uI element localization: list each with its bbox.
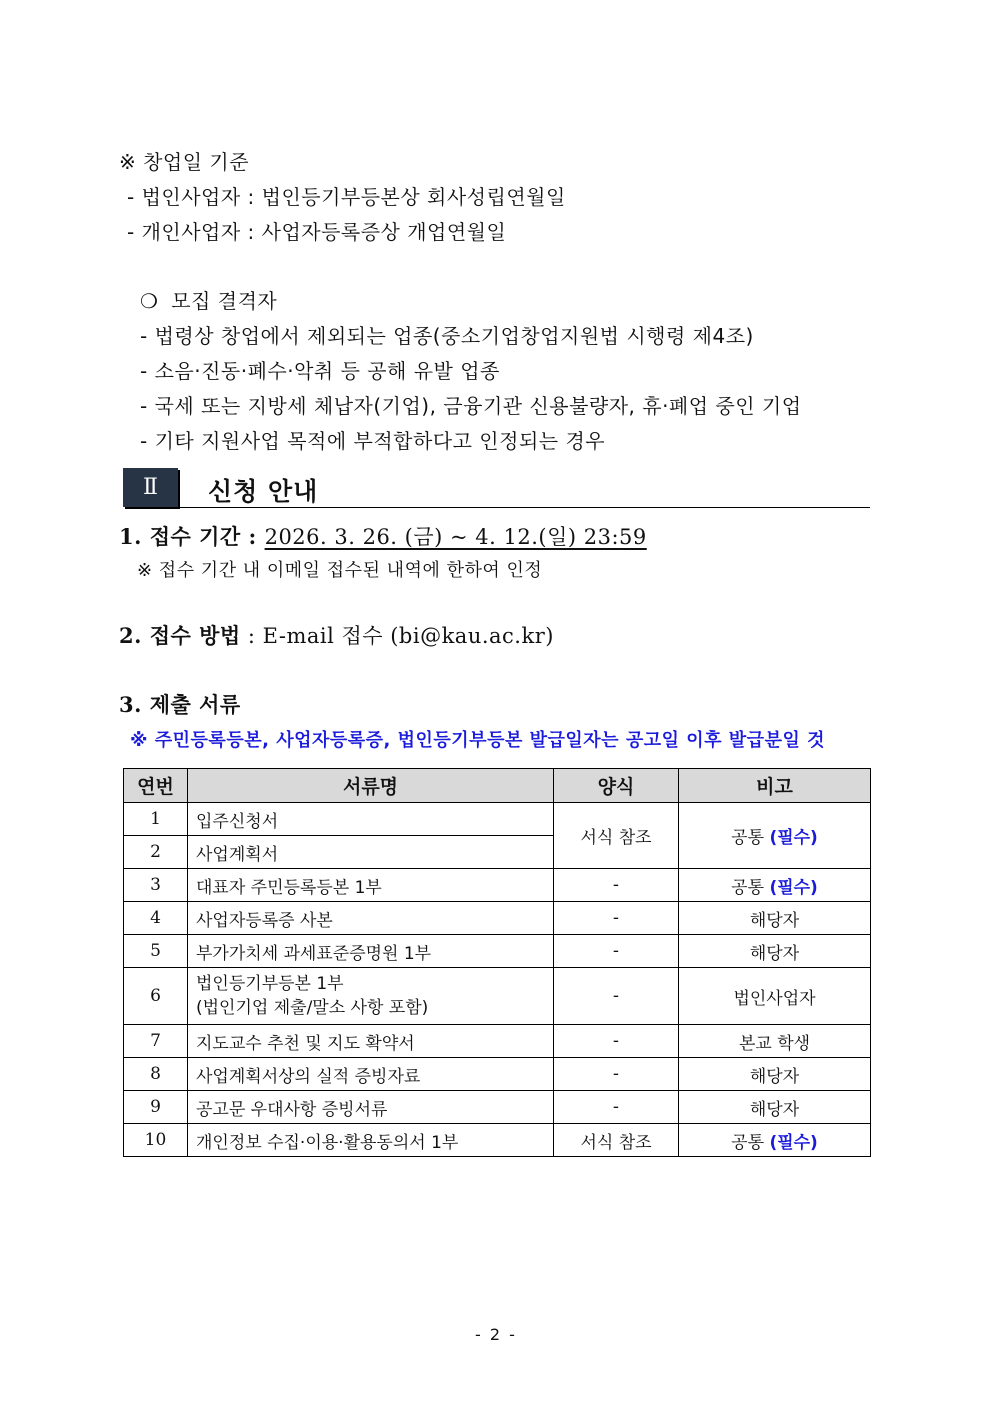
row-name: 지도교수 추천 및 지도 확약서 [188,1025,554,1058]
row-form: - [554,1025,679,1058]
section-title: 신청 안내 [208,477,319,506]
row-form: - [554,968,679,1025]
section-numeral: Ⅱ [143,475,158,500]
row-name: 부가가치세 과세표준증명원 1부 [188,935,554,968]
table-row [124,1025,871,1058]
founding-basis-title: ※ 창업일 기준 [119,150,250,174]
row-no: 1 [124,803,188,836]
row-remark [679,869,871,902]
table-row [124,803,871,836]
row-no: 3 [124,869,188,902]
table-row [124,935,871,968]
section-divider [171,507,870,508]
disqualified-item: - 법령상 창업에서 제외되는 업종(중소기업창업지원법 시행령 제4조) [140,324,754,348]
row-name: 사업자등록증 사본 [188,902,554,935]
application-period-label: 1. 접수 기간 : [119,524,265,549]
column-header-no: 연번 [124,769,188,803]
row-name: 공고문 우대사항 증빙서류 [188,1091,554,1124]
remark-text: 공통 [731,1132,765,1153]
row-form: - [554,935,679,968]
row-no: 5 [124,935,188,968]
row-name: 대표자 주민등록등본 1부 [188,869,554,902]
founding-basis-item-corporate: - 법인사업자 : 법인등기부등본상 회사성립연월일 [127,185,566,209]
documents-label: 3. 제출 서류 [119,692,241,717]
row-no: 2 [124,836,188,869]
table-row [124,869,871,902]
column-header-form: 양식 [554,769,679,803]
row-name: 사업계획서 [188,836,554,869]
application-method [119,623,554,649]
founding-basis-item-individual: - 개인사업자 : 사업자등록증상 개업연월일 [127,220,507,244]
row-no: 10 [124,1124,188,1157]
row-remark [679,1124,871,1157]
application-period-note: ※ 접수 기간 내 이메일 접수된 내역에 한하여 인정 [137,560,543,581]
row-name [188,968,554,1025]
column-header-name: 서류명 [188,769,554,803]
row-form: - [554,1091,679,1124]
row-remark: 해당자 [679,1058,871,1091]
application-method-value: : E-mail 접수 (bi@kau.ac.kr) [240,624,554,648]
disqualified-item: - 소음·진동·폐수·악취 등 공해 유발 업종 [140,359,500,383]
disqualified-heading [140,288,277,314]
documents-table [123,768,871,1157]
column-header-remark: 비고 [679,769,871,803]
disqualified-title: 모집 결격자 [171,289,278,313]
required-tag: (필수) [769,828,818,848]
table-row [124,1058,871,1091]
row-remark: 해당자 [679,902,871,935]
application-method-label: 2. 접수 방법 [119,623,241,648]
required-tag: (필수) [769,877,818,898]
row-form: - [554,902,679,935]
row-remark [679,803,871,869]
table-header-row [124,769,871,803]
page-number: - 2 - [475,1325,517,1344]
row-name-line1: 법인등기부등본 1부 [196,974,344,994]
documents-note: ※ 주민등록등본, 사업자등록증, 법인등기부등본 발급일자는 공고일 이후 발급분일 것 [130,730,825,751]
row-no: 6 [124,968,188,1025]
row-name: 입주신청서 [188,803,554,836]
application-period-value: 2026. 3. 26. (금) ~ 4. 12.(일) 23:59 [264,525,647,549]
row-form: 서식 참조 [554,1124,679,1157]
required-tag: (필수) [769,1132,818,1153]
disqualified-item: - 기타 지원사업 목적에 부적합하다고 인정되는 경우 [140,429,606,453]
row-remark: 해당자 [679,935,871,968]
application-period [119,524,647,550]
table-row [124,1091,871,1124]
row-remark: 해당자 [679,1091,871,1124]
circle-bullet-icon: ❍ [140,289,159,313]
table-row [124,902,871,935]
row-name: 개인정보 수집·이용·활용동의서 1부 [188,1124,554,1157]
table-row [124,1124,871,1157]
row-no: 4 [124,902,188,935]
row-name: 사업계획서상의 실적 증빙자료 [188,1058,554,1091]
row-no: 9 [124,1091,188,1124]
remark-text: 공통 [731,877,765,898]
remark-text: 공통 [731,828,765,848]
table-row [124,968,871,1025]
row-form: - [554,869,679,902]
row-form: - [554,1058,679,1091]
row-remark: 법인사업자 [679,968,871,1025]
row-no: 7 [124,1025,188,1058]
row-name-line2: (법인기업 제출/말소 사항 포함) [196,998,429,1018]
disqualified-item: - 국세 또는 지방세 체납자(기업), 금융기관 신용불량자, 휴·폐업 중인 기업 [140,394,802,418]
section-number-box [123,468,178,507]
row-form: 서식 참조 [554,803,679,869]
row-no: 8 [124,1058,188,1091]
row-remark: 본교 학생 [679,1025,871,1058]
